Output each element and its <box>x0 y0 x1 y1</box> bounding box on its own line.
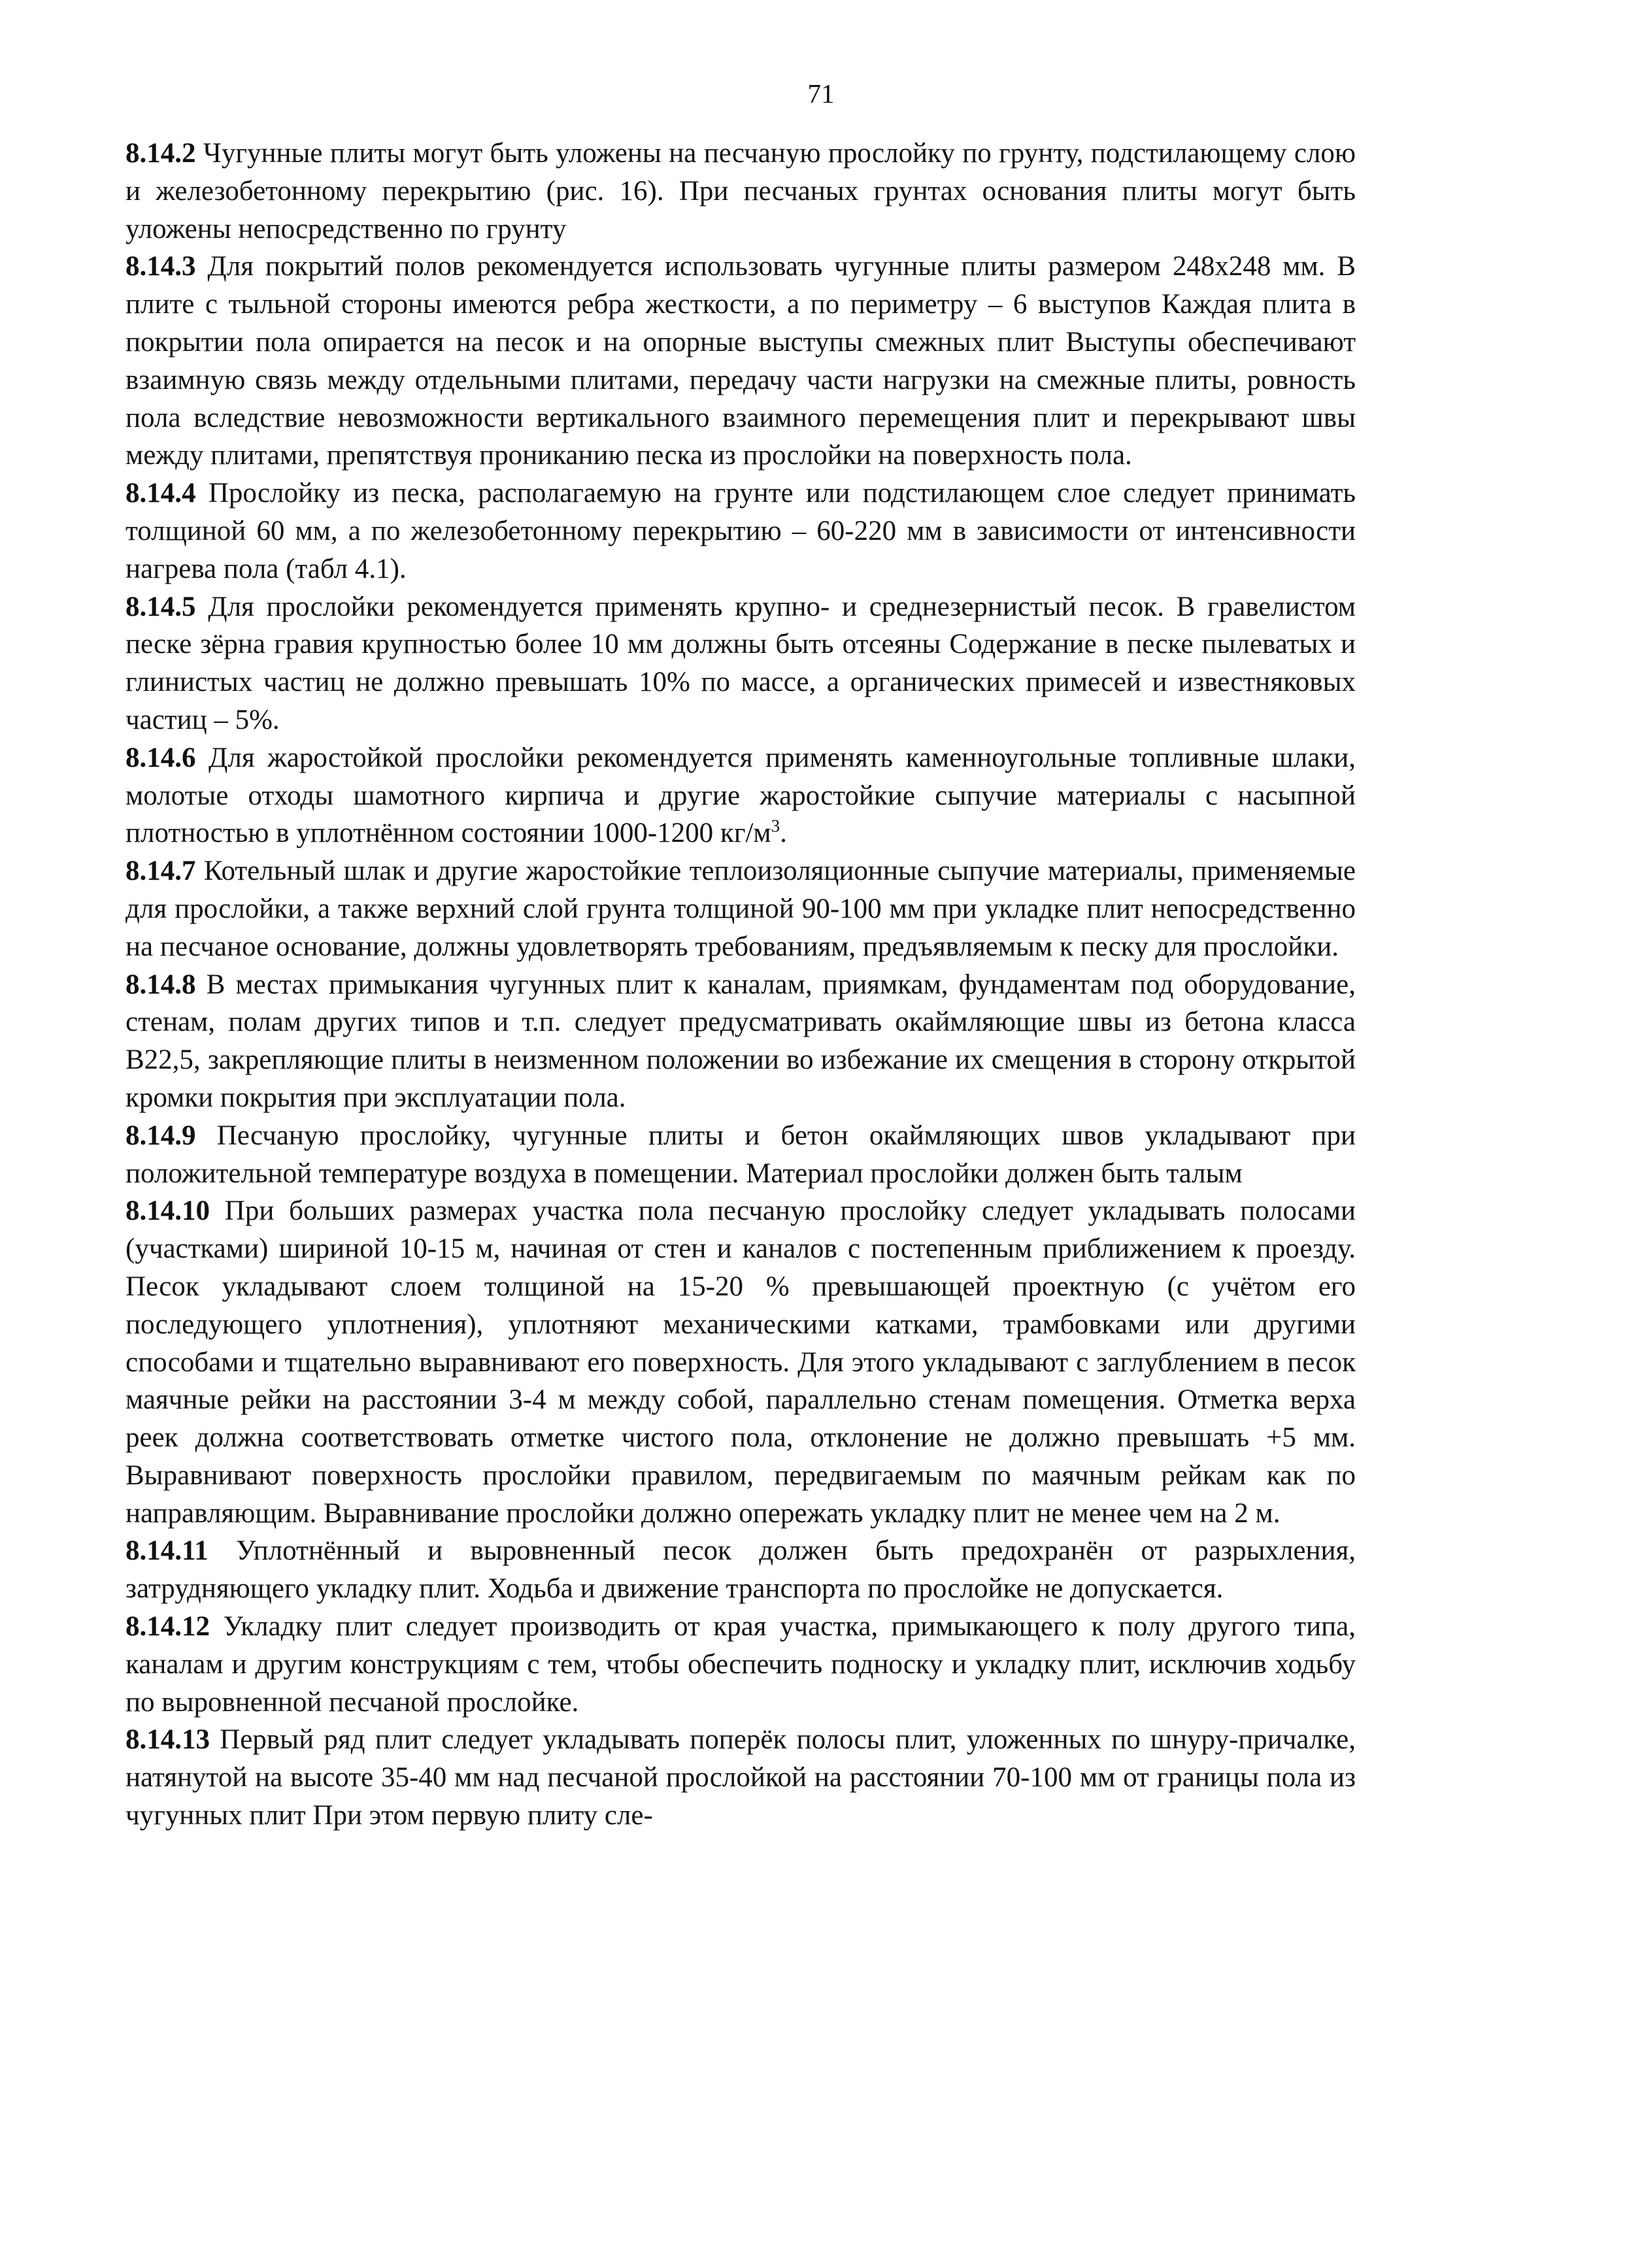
clause-number: 8.14.2 <box>126 138 196 169</box>
paragraph-8-14-4 <box>126 475 1356 588</box>
clause-text: Прослойку из песка, располагаемую на грунте или подстилающем слое следует принимать толщиной 60 мм, а по железобетонному перекрытию – 60-220 мм в зависимости от интенсивности нагрева пола (табл 4.1). <box>126 478 1356 584</box>
clause-text: При больших размерах участка пола песчаную прослойку следует укладывать полосами (участками) шириной 10-15 м, начиная от стен и каналов с постепенным приближением к проезду. Песок укладывают слоем толщиной на 15-20 % превышающей проектную (с учётом его последующего уплотнения), уплотняют механическими катками, трамбовками или другими способами и тщательно выравнивают его поверхность. Для этого укладывают с заглублением в песок маячные рейки на расстоянии 3-4 м между собой, параллельно стенам помещения. Отметка верха реек должна соответствовать отметке чистого пола, отклонение не должно превышать +5 мм. Выравнивают поверхность прослойки правилом, передвигаемым по маячным рейкам как по направляющим. Выравнивание прослойки должно опережать укладку плит не менее чем на 2 м. <box>126 1195 1356 1529</box>
clause-number: 8.14.4 <box>126 478 196 509</box>
clause-text: Котельный шлак и другие жаростойкие теплоизоляционные сыпучие материалы, применяемые для прослойки, а также верхний слой грунта толщиной 90-100 мм при укладке плит непосредственно на песчаное основание, должны удовлетворять требованиям, предъявляемым к песку для прослойки. <box>126 856 1356 962</box>
paragraph-8-14-12 <box>126 1608 1356 1721</box>
paragraph-8-14-7 <box>126 852 1356 965</box>
paragraph-8-14-3 <box>126 248 1356 475</box>
clause-number: 8.14.3 <box>126 251 196 282</box>
clause-number: 8.14.9 <box>126 1120 196 1151</box>
paragraph-8-14-6 <box>126 739 1356 852</box>
clause-text: Первый ряд плит следует укладывать поперёк полосы плит, уложенных по шнуру-причалке, натянутой на высоте 35-40 мм над песчаной прослойкой на расстоянии 70-100 мм от границы пола из чугунных плит При этом первую плиту сле- <box>126 1724 1356 1831</box>
paragraph-8-14-5 <box>126 588 1356 739</box>
paragraph-8-14-2 <box>126 135 1356 248</box>
paragraph-8-14-8 <box>126 966 1356 1117</box>
clause-text: Чугунные плиты могут быть уложены на песчаную прослойку по грунту, подстилающему слою и железобетонному перекрытию (рис. 16). При песчаных грунтах основания плиты могут быть уложены непосредственно по грунту <box>126 138 1356 244</box>
clause-text: В местах примыкания чугунных плит к каналам, приямкам, фундаментам под оборудование, стенам, полам других типов и т.п. следует предусматривать окаймляющие швы из бетона класса В22,5, закрепляющие плиты в неизменном положении во избежание их смещения в сторону открытой кромки покрытия при эксплуатации пола. <box>126 969 1356 1113</box>
paragraph-8-14-11 <box>126 1532 1356 1608</box>
document-body <box>126 135 1356 1835</box>
clause-text: Для жаростойкой прослойки рекомендуется применять каменноугольные топливные шлаки, молотые отходы шамотного кирпича и другие жаростойкие сыпучие материалы с насыпной плотностью в уплотнённом состоянии 1000-1200 кг/м <box>126 742 1356 849</box>
paragraph-8-14-10 <box>126 1192 1356 1532</box>
paragraph-8-14-13 <box>126 1721 1356 1834</box>
clause-number: 8.14.8 <box>126 969 196 1000</box>
clause-text: Уплотнённый и выровненный песок должен быть предохранён от разрыхления, затрудняющего укладку плит. Ходьба и движение транспорта по прослойке не допускается. <box>126 1535 1356 1605</box>
clause-number: 8.14.7 <box>126 856 196 887</box>
superscript-cubic: 3 <box>771 816 780 837</box>
clause-text-tail: . <box>780 818 787 849</box>
paragraph-8-14-9 <box>126 1117 1356 1193</box>
clause-text: Укладку плит следует производить от края участка, примыкающего к полу другого типа, каналам и другим конструкциям с тем, чтобы обеспечить подноску и укладку плит, исключив ходьбу по выровненной песчаной прослойке. <box>126 1611 1356 1718</box>
clause-number: 8.14.12 <box>126 1611 210 1643</box>
clause-number: 8.14.10 <box>126 1195 210 1227</box>
clause-text: Для покрытий полов рекомендуется использовать чугунные плиты размером 248х248 мм. В плите с тыльной стороны имеются ребра жесткости, а по периметру – 6 выступов Каждая плита в покрытии пола опирается на песок и на опорные выступы смежных плит Выступы обеспечивают взаимную связь между отдельными плитами, передачу части нагрузки на смежные плиты, ровность пола вследствие невозможности вертикального взаимного перемещения плит и перекрывают швы между плитами, препятствуя прониканию песка из прослойки на поверхность пола. <box>126 251 1356 471</box>
page-number: 71 <box>807 78 835 108</box>
clause-text: Песчаную прослойку, чугунные плиты и бетон окаймляющих швов укладывают при положительной температуре воздуха в помещении. Материал прослойки должен быть талым <box>126 1120 1356 1189</box>
clause-number: 8.14.5 <box>126 591 196 622</box>
clause-number: 8.14.6 <box>126 742 196 773</box>
clause-number: 8.14.13 <box>126 1724 210 1756</box>
clause-number: 8.14.11 <box>126 1535 209 1567</box>
clause-text: Для прослойки рекомендуется применять крупно- и среднезернистый песок. В гравелистом песке зёрна гравия крупностью более 10 мм должны быть отсеяны Содержание в песке пылеватых и глинистых частиц не должно превышать 10% по массе, а органических примесей и известняковых частиц – 5%. <box>126 591 1356 735</box>
